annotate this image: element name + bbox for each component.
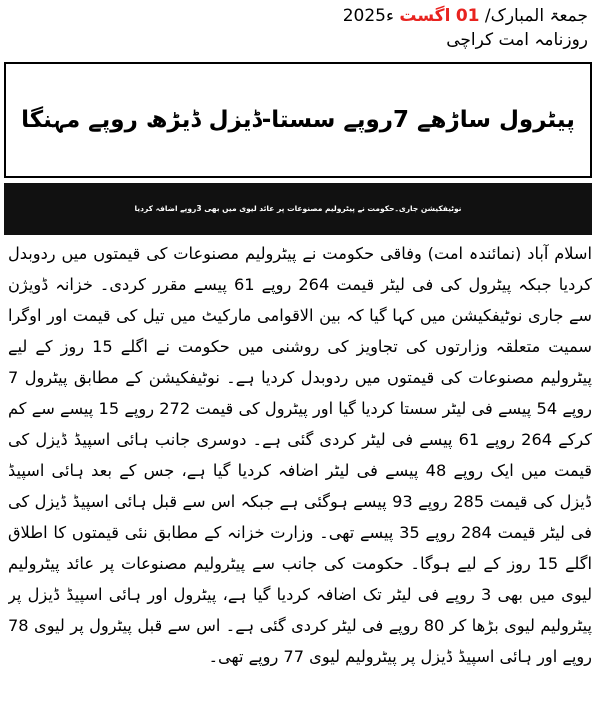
newspaper-name: روزنامہ امت کراچی <box>446 30 588 50</box>
headline-box <box>4 62 592 178</box>
article-body: اسلام آباد (نمائندہ امت) وفاقی حکومت نے پیٹرولیم مصنوعات کی قیمتوں میں ردوبدل کردیا جبکہ پیٹرول کی فی لیٹر قیمت 264 روپے 61 پیسے مقرر کردی۔ خزانہ ڈویژن سے جاری نوٹیفکیشن میں کہا گیا کہ بین الاقوامی مارکیٹ میں تیل کی قیمت اور اوگرا سمیت متعلقہ وزارتوں کی تجاویز کی روشنی میں حکومت نے اگلے 15 روز کے لیے پیٹرولیم مصنوعات کی قیمتوں میں ردوبدل کردیا ہے۔ نوٹیفکیشن کے مطابق پیٹرول 7 روپے 54 پیسے فی لیٹر سستا کردیا گیا اور پیٹرول کی قیمت 272 روپے 15 پیسے سے کم کرکے 264 روپے 61 پیسے فی لیٹر کردی گئی ہے۔ دوسری جانب ہائی اسپیڈ ڈیزل کی قیمت میں ایک روپے 48 پیسے فی لیٹر اضافہ کردیا گیا ہے، جس کے بعد ہائی اسپیڈ ڈیزل کی قیمت 285 روپے 93 پیسے ہوگئی ہے جبکہ اس سے قبل ہائی اسپیڈ ڈیزل کی فی لیٹر قیمت 284 روپے 35 پیسے تھی۔ وزارت خزانہ کے مطابق نئی قیمتوں کا اطلاق اگلے 15 روز کے لیے ہوگا۔ حکومت کی جانب سے پیٹرولیم مصنوعات پر عائد پیٹرولیم لیوی میں بھی 3 روپے فی لیٹر تک اضافہ کردیا گیا ہے، پیٹرول اور ہائی اسپیڈ ڈیزل پر پیٹرولیم لیوی بڑھا کر 80 روپے فی لیٹر کردی گئی ہے۔ اس سے قبل پیٹرول پر لیوی 78 روپے اور ہائی اسپیڈ ڈیزل پر پیٹرولیم لیوی 77 روپے تھی۔ <box>8 244 592 666</box>
subheadline-banner: نوٹیفکیشن جاری۔حکومت نے پیٹرولیم مصنوعات پر عائد لیوی میں بھی 3روپے اضافہ کردیا <box>4 183 592 235</box>
masthead <box>288 4 588 52</box>
headline: پیٹرول ساڑھے 7روپے سستا-ڈیزل ڈیڑھ روپے مہنگا <box>21 107 575 133</box>
day-label: جمعۃ المبارک/ <box>484 6 588 26</box>
date-day: 01 <box>455 6 480 26</box>
date-month: اگست <box>399 6 451 26</box>
dateline <box>288 4 588 28</box>
date-year: 2025ء <box>342 6 394 26</box>
